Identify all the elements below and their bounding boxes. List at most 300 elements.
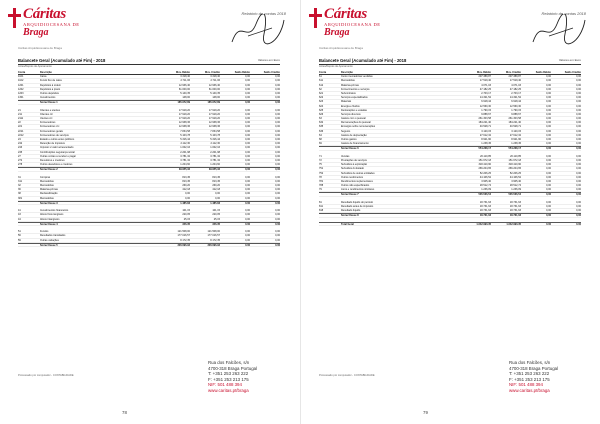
table-cell: 0,00 — [546, 188, 551, 192]
table-cell: 813,45 — [182, 175, 190, 179]
address-line: Rua dos Falcões, s/n — [509, 360, 551, 365]
table-cell — [319, 214, 341, 216]
table-cell: 0,00 — [275, 117, 280, 121]
table-cell: 3.781,32 — [210, 154, 220, 158]
table-cell: 220,05 — [212, 213, 220, 217]
column-header: Conta — [18, 71, 26, 74]
table-cell: Outros depósitos — [40, 91, 59, 95]
table-cell: Estado e outros entes públicos — [40, 138, 75, 141]
table-cell: 17.519,40 — [509, 79, 521, 83]
table-cell: Materiais — [341, 100, 352, 104]
caritas-logo — [8, 6, 98, 46]
table-cell: 177.016,57 — [177, 234, 190, 238]
table-cell: 612 — [319, 83, 324, 87]
table-cell: 22 — [18, 121, 21, 125]
table-cell: 0,00 — [576, 193, 581, 196]
table-cell: Serviços especializados — [341, 96, 368, 100]
table-cell: Investimentos — [40, 96, 56, 100]
table-cell: 311 — [18, 179, 22, 183]
table-cell: 781 — [319, 179, 324, 183]
table-cell: 0,00 — [275, 101, 280, 104]
table-row — [319, 218, 581, 222]
table-cell: 0,00 — [215, 192, 220, 196]
table-cell: 813,45 — [212, 175, 220, 179]
table-cell: 0,00 — [576, 200, 581, 204]
column-header: Descrição — [40, 71, 52, 74]
table-cell: Fornecedores de serviços — [40, 133, 69, 137]
table-cell: 0,00 — [576, 91, 581, 95]
table-cell: Fornecedores gerais — [40, 129, 63, 133]
table-cell: 624 — [319, 104, 324, 108]
fax-number: F: +351 253 213 175 — [208, 376, 249, 382]
table-cell: 5.103,78 — [180, 133, 190, 137]
table-cell: 261.303,58 — [478, 117, 491, 121]
table-cell: 0,00 — [275, 188, 280, 192]
table-cell: 2.703,17 — [481, 91, 491, 95]
table-cell — [341, 218, 461, 222]
table-cell: 0,00 — [275, 213, 280, 217]
table-cell: 622 — [319, 96, 324, 100]
table-cell: 2.711,06 — [180, 79, 190, 83]
table-cell: 0,00 — [576, 167, 581, 171]
table-cell: 9.888,67 — [511, 112, 521, 116]
table-cell: 151.672,18 — [478, 158, 491, 162]
table-cell: 0,00 — [275, 125, 280, 129]
table-cell: 0,00 — [245, 91, 250, 95]
table-cell: 211 — [18, 112, 22, 116]
table-cell: 0,00 — [576, 87, 581, 91]
table-cell: 5.140,35 — [180, 91, 190, 95]
table-cell: 185.972,89 — [207, 101, 220, 104]
table-cell: 0,00 — [576, 125, 581, 129]
table-cell: Outros gastos — [341, 138, 357, 141]
table-cell: 18.731,63 — [509, 209, 521, 213]
table-cell: 0,00 — [576, 158, 581, 162]
table-cell: 0,00 — [245, 222, 250, 225]
table-cell: 36 — [18, 188, 21, 192]
table-cell: 813,45 — [182, 179, 190, 183]
table-cell: 71 — [319, 154, 322, 158]
table-cell: Outras variações — [40, 238, 59, 242]
table-cell: 14.321,52 — [479, 96, 491, 100]
table-cell: 318.410,90 — [478, 163, 491, 167]
table-cell: Fornecedores c/c — [40, 125, 60, 129]
table-cell: 278 — [18, 163, 23, 167]
table-cell: Contribuições segurança social — [40, 150, 75, 154]
table-cell: Soma Classe 1 — [40, 101, 58, 104]
table-cell: Prestações de serviços — [341, 158, 367, 162]
table-cell: 0,00 — [245, 213, 250, 217]
table-cell: 318.410,90 — [508, 163, 521, 167]
table-cell: Serviços diversos — [341, 112, 361, 116]
table-cell: 0,00 — [245, 168, 250, 171]
table-cell: 0,00 — [576, 188, 581, 192]
table-cell: 31 — [18, 175, 21, 179]
table-cell: 43 — [18, 213, 21, 217]
table-cell: 9.888,67 — [481, 112, 491, 116]
table-cell: 5.140,35 — [210, 91, 220, 95]
nif-number: NIF: 501 488 394 — [208, 382, 242, 388]
table-cell: 0,00 — [576, 142, 581, 146]
table-cell: 2111 — [18, 117, 24, 121]
table-cell: 0,00 — [576, 138, 581, 141]
table-cell: 39.955,32 — [208, 168, 220, 171]
table-cell: 0,00 — [546, 193, 551, 196]
table-cell: Fundos — [40, 230, 49, 234]
table-cell: 0,00 — [185, 196, 190, 200]
table-cell: 69 — [319, 142, 322, 146]
table-cell: 25,15 — [183, 217, 190, 221]
table-cell: 0,00 — [546, 214, 551, 217]
brand-name: Cáritas — [324, 6, 367, 22]
footer-note: Processado por computador - CONTABILIDADE — [18, 374, 74, 377]
phone-number: T: +351 253 263 222 — [509, 371, 550, 377]
table-cell — [551, 218, 581, 222]
table-cell: 184.221,40 — [508, 121, 521, 125]
table-cell — [319, 193, 341, 195]
table-cell: 0,00 — [275, 79, 280, 83]
table-cell: 2.201,98 — [210, 150, 220, 154]
caritas-logo — [309, 6, 399, 46]
table-cell: 0,00 — [576, 147, 581, 150]
table-cell: 260,20 — [182, 184, 190, 188]
table-cell: Imposto s/ valor acrescentado — [40, 146, 74, 150]
table-cell: 0,00 — [546, 96, 551, 100]
table-cell: 28.512,74 — [479, 184, 491, 188]
table-cell: 12.560,30 — [509, 104, 521, 108]
table-cell: 44 — [18, 217, 21, 221]
table-total-row — [319, 222, 581, 226]
signature-image — [228, 14, 288, 48]
table-cell: 7.834,58 — [180, 129, 190, 133]
table-cell: 185.972,89 — [177, 101, 190, 104]
table-cell: Devedores e credores — [40, 158, 65, 162]
table-cell: 1.485,83 — [210, 201, 220, 204]
table-cell: 28.512,74 — [509, 184, 521, 188]
document-title-text: Balancete Geral (Acumulado até Fim) - 2018 — [18, 58, 106, 63]
table-cell: 0,00 — [576, 163, 581, 167]
table-cell: 346,35 — [182, 222, 190, 225]
table-cell: 61 — [319, 75, 322, 79]
table-cell: Ativos intangíveis — [40, 217, 60, 221]
table-cell: 0,00 — [546, 184, 551, 188]
table-cell: 242 — [18, 142, 23, 146]
table-cell: Clientes e utentes — [40, 108, 61, 112]
table-cell: 0,00 — [576, 83, 581, 87]
brand-tagline: Cáritas Arquidiocesana de Braga — [319, 46, 363, 50]
document-title — [18, 58, 280, 65]
table-cell: 2.711,06 — [210, 79, 220, 83]
brand-name: Cáritas — [23, 6, 66, 22]
table-cell: 21 — [18, 108, 21, 112]
table-cell: 0,00 — [245, 75, 250, 79]
table-cell: 2.112,30 — [210, 142, 220, 146]
table-cell: 12.938,36 — [208, 121, 220, 125]
unit-label: Valores em Euro — [558, 58, 581, 62]
table-cell: Soma Classe 3 — [40, 201, 58, 204]
website-link[interactable]: www.caritas.pt/braga — [509, 387, 550, 393]
table-cell: 0,00 — [275, 154, 280, 158]
table-cell: 0,00 — [546, 222, 551, 225]
table-cell: 12.560,30 — [479, 104, 491, 108]
table-cell: 0,00 — [275, 234, 280, 238]
table-cell: 4.071,03 — [481, 83, 491, 87]
table-cell: 17.919,20 — [178, 117, 190, 121]
column-header: Conta — [319, 71, 327, 74]
table-cell: 636 — [319, 129, 324, 133]
table-cell: Resultado antes de impostos — [341, 205, 374, 208]
table-cell: 101,15 — [212, 209, 220, 213]
table-cell: 0,00 — [546, 154, 551, 158]
table-cell: 64 — [319, 133, 322, 137]
table-cell: 12.938,36 — [208, 125, 220, 129]
table-cell: 1.236,09 — [511, 188, 521, 192]
table-cell: 0,00 — [245, 230, 250, 234]
table-cell: 1.238,45 — [511, 142, 521, 146]
table-cell: 44.106,52 — [479, 175, 491, 179]
table-cell: Outras contas a receber e pagar — [40, 154, 76, 158]
table-cell: Soma Classe 6 — [341, 147, 359, 150]
table-cell: 39.955,32 — [178, 168, 190, 171]
table-cell: Soma Classe 7 — [341, 193, 359, 196]
table-total-row — [18, 243, 280, 247]
document-title-text: Balancete Geral (Acumulado até Fim) - 2018 — [319, 58, 407, 63]
table-cell: 788 — [319, 184, 324, 188]
report-title: Relatório de contas 2018 — [241, 11, 286, 16]
table-cell: 1.204,60 — [180, 163, 190, 167]
table-cell: 17.919,20 — [208, 108, 220, 112]
table-cell: 17.519,40 — [479, 79, 491, 83]
footer-note: Processado por computador - CONTABILIDADE — [319, 374, 375, 377]
table-cell: Subcontratos — [341, 91, 356, 95]
table-cell: 0,00 — [245, 196, 250, 200]
table-cell: 0,00 — [546, 209, 551, 213]
table-cell: 0,00 — [546, 200, 551, 204]
table-cell: 0,00 — [275, 87, 280, 91]
table-cell: 151.672,18 — [508, 158, 521, 162]
address-block — [208, 360, 257, 394]
table-cell: 5.103,78 — [210, 133, 220, 137]
table-cell: 1.642.993,35 — [506, 222, 521, 225]
table-cell: 0,00 — [245, 87, 250, 91]
table-cell: 68 — [319, 138, 322, 141]
table-cell: 3.781,32 — [210, 158, 220, 162]
table-cell: 207.389,87 — [508, 75, 521, 79]
table-cell — [18, 202, 40, 204]
table-cell: Mercadorias — [341, 79, 355, 83]
table-cell: 0,00 — [245, 217, 250, 221]
table-cell: 17.919,20 — [208, 117, 220, 121]
report-title: Relatório de contas 2018 — [541, 11, 586, 16]
table-cell: Juros e rendimentos similares — [341, 188, 375, 192]
table-cell: 0,00 — [275, 217, 280, 221]
table-cell: 17.919,20 — [178, 112, 190, 116]
table-cell: Fundo fixo de caixa — [40, 79, 62, 83]
table-cell: Clientes c/c — [40, 112, 53, 116]
table-cell: 381 — [18, 196, 23, 200]
table-cell: Mercadorias — [40, 184, 54, 188]
table-cell: 40.528,71 — [509, 125, 521, 129]
table-cell: 0,00 — [275, 158, 280, 162]
table-cell: 61.000,00 — [208, 87, 220, 91]
table-cell: Matérias-primas — [341, 83, 359, 87]
table-cell: 0,00 — [245, 238, 250, 242]
table-cell: 0,00 — [546, 171, 551, 175]
table-cell: 0,00 — [576, 96, 581, 100]
table-cell: 818 — [319, 209, 324, 213]
table-cell: 0,00 — [546, 117, 551, 121]
table-cell: 0,00 — [245, 129, 250, 133]
table-cell: Gastos de financiamento — [341, 142, 369, 146]
table-cell: 0,00 — [245, 79, 250, 83]
table-cell: 0,00 — [275, 238, 280, 242]
table-cell: 40.528,71 — [479, 125, 491, 129]
table-cell — [18, 223, 40, 225]
table-cell: 0,00 — [576, 112, 581, 116]
table-cell: 1101 — [18, 75, 24, 79]
table-cell: 0,00 — [546, 79, 551, 83]
table-cell: 0,00 — [245, 201, 250, 204]
table-cell: 184.221,40 — [478, 121, 491, 125]
table-cell: 0,00 — [245, 184, 250, 188]
table-cell: 635 — [319, 125, 324, 129]
table-cell: 0,00 — [275, 138, 280, 141]
table-cell: Resultado líquido — [341, 209, 361, 213]
table-cell: 266.204,65 — [508, 167, 521, 171]
table-cell: 306.696,92 — [207, 243, 220, 246]
table-cell: 0,00 — [275, 108, 280, 112]
table-cell: Gastos com o pessoal — [341, 117, 366, 121]
table-cell: 47.182,25 — [509, 87, 521, 91]
table-cell: 0,00 — [275, 163, 280, 167]
table-cell: 24 — [18, 138, 21, 141]
column-header: Mov. Débito — [477, 71, 491, 74]
table-cell: 81 — [319, 200, 322, 204]
table-cell: 12.938,36 — [178, 125, 190, 129]
table-cell: 751 — [319, 167, 324, 171]
table-cell: 0,00 — [245, 108, 250, 112]
table-cell: Outros rendimentos — [341, 175, 363, 179]
page-right — [300, 0, 600, 424]
table-cell: 2.703,17 — [511, 91, 521, 95]
table-cell: 1.204,60 — [210, 163, 220, 167]
table-cell: 18.731,63 — [479, 200, 491, 204]
table-cell: 245 — [18, 150, 23, 154]
table-cell: 18.731,63 — [479, 209, 491, 213]
table-cell: 0,00 — [576, 117, 581, 121]
table-cell: Retenção de impostos — [40, 142, 65, 146]
table-cell: 14.321,52 — [509, 96, 521, 100]
table-cell: 0,00 — [275, 230, 280, 234]
table-cell: 0,00 — [245, 133, 250, 137]
table-cell: 0,00 — [275, 179, 280, 183]
table-cell: 535.536,54 — [478, 193, 491, 196]
table-cell: 0,00 — [576, 100, 581, 104]
table-cell: 0,00 — [546, 125, 551, 129]
table-cell: 2.112,30 — [180, 142, 190, 146]
table-cell: 0,00 — [275, 222, 280, 225]
table-cell: 535.536,54 — [508, 193, 521, 196]
table-cell: 17.919,20 — [178, 108, 190, 112]
table-cell: 4.071,03 — [511, 83, 521, 87]
table-cell: 63 — [319, 117, 322, 121]
table-cell: Investimentos financeiros — [40, 209, 69, 213]
table-cell: 3.120,15 — [511, 129, 521, 133]
table-cell: 0,00 — [546, 205, 551, 208]
table-cell: Subsídios de outras entidades — [341, 171, 375, 175]
table-cell: Mercadorias — [40, 179, 54, 183]
table-cell: 1.238,45 — [481, 142, 491, 146]
table-cell: 752 — [319, 171, 324, 175]
table-cell — [521, 218, 551, 222]
document-meta: Antes/Depois de Apuramento — [18, 65, 52, 68]
signature-image — [529, 14, 589, 48]
table-cell: 3.120,15 — [481, 129, 491, 133]
table-cell: Depósitos à ordem — [40, 83, 61, 87]
table-cell: 813,45 — [212, 179, 220, 183]
unit-label: Valores em Euro — [257, 58, 280, 62]
table-cell: 0,00 — [546, 147, 551, 150]
table-cell: Ativos fixos tangíveis — [40, 213, 64, 217]
table-cell: 611 — [319, 79, 323, 83]
website-link[interactable]: www.caritas.pt/braga — [208, 387, 249, 393]
table-cell: 623 — [319, 100, 324, 104]
table-cell: 6.918,44 — [481, 100, 491, 104]
table-cell: Deslocações e estadas — [341, 108, 367, 112]
table-cell: 8.921,90 — [511, 138, 521, 141]
table-cell: 12.936,40 — [178, 83, 190, 87]
table-cell: 0,00 — [576, 175, 581, 179]
table-cell: 0,00 — [576, 184, 581, 188]
table-cell: 0,00 — [275, 168, 280, 171]
table-cell: 27.612,32 — [479, 133, 491, 137]
table-cell: 0,00 — [576, 75, 581, 79]
table-cell: 5.316,44 — [180, 138, 190, 141]
table-cell: Subsídios do Estado — [341, 167, 364, 171]
table-cell: Fornecedores — [40, 121, 56, 125]
table-cell: 0,00 — [576, 108, 581, 112]
table-cell: 1301 — [18, 96, 24, 100]
balance-table — [18, 71, 280, 247]
table-cell: 8.921,90 — [481, 138, 491, 141]
table-cell: 0,00 — [546, 129, 551, 133]
table-cell: 0,00 — [245, 121, 250, 125]
table-cell: 12.938,36 — [178, 121, 190, 125]
table-cell: 346,35 — [212, 222, 220, 225]
table-cell: 0,00 — [245, 117, 250, 121]
table-cell: Reclassificação — [40, 192, 58, 196]
table-cell: 0,00 — [275, 243, 280, 246]
table-cell: 3.781,32 — [180, 154, 190, 158]
table-cell: 56 — [18, 234, 21, 238]
table-cell: 101,15 — [182, 209, 190, 213]
table-cell: 0,00 — [576, 179, 581, 183]
table-cell: 0,00 — [576, 129, 581, 133]
table-cell: Depósitos a prazo — [40, 87, 61, 91]
table-cell: 18.731,63 — [509, 205, 521, 208]
table-cell: 0,00 — [546, 142, 551, 146]
table-cell: 0,00 — [245, 125, 250, 129]
table-cell: 0,00 — [275, 175, 280, 179]
table-cell — [18, 168, 40, 170]
table-cell: 51 — [18, 230, 21, 234]
table-cell: 79 — [319, 188, 322, 192]
table-cell: 1.002,16 — [180, 146, 190, 150]
table-cell: Mercadorias — [40, 196, 54, 200]
column-header: Saldo Débito — [234, 71, 250, 74]
table-cell: 0,00 — [576, 214, 581, 217]
table-cell: 0,00 — [546, 121, 551, 125]
